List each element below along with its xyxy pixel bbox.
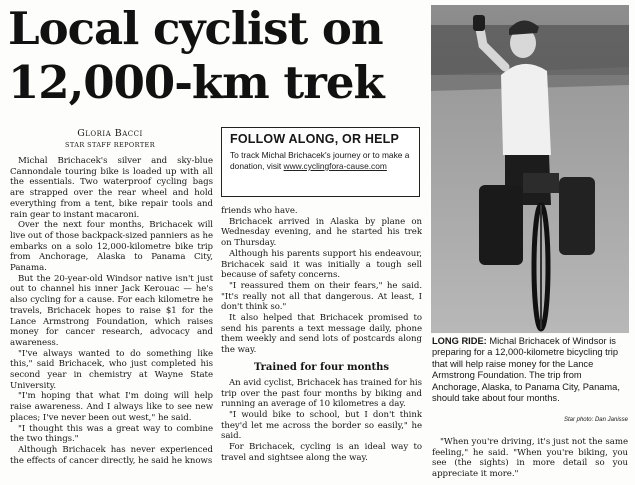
sidebar-body — [230, 150, 411, 172]
paragraph: "I'm hoping that what I'm doing will help raise awareness. And I always like to see new places; I've never been out west," he said. — [10, 391, 213, 423]
photo-credit: Star photo: Dan Janisse — [563, 417, 628, 423]
subhead: Trained for four months — [253, 361, 390, 373]
donation-link[interactable]: www.cyclingfora-cause.com — [283, 161, 387, 171]
photo-caption — [432, 336, 630, 404]
paragraph: Although his parents support his endeavour, Brichacek said it was initially a tough sell because of safety concerns. — [221, 248, 422, 281]
paragraph: Brichacek arrived in Alaska by plane on Wednesday evening, and he started his trek on Thursday. — [221, 216, 422, 249]
paragraph: Although Brichacek has never experienced the effects of cancer directly, he said he knows — [10, 444, 213, 466]
paragraph: It also helped that Brichacek promised to send his parents a text message daily, phone them weekly and send lots of postcards along the way. — [221, 313, 422, 356]
paragraph: Michal Brichacek's silver and sky-blue Cannondale touring bike is loaded up with all the essentials. Two waterproof cycling bags are strapped over the rear wheel and hold everything from a tent, bike repair tools and rain gear to instant macaroni. — [10, 156, 213, 220]
caption-text: Michal Brichacek of Windsor is preparing for a 12,000-kilometre bicycling trip that will help raise money for the Lance Armstrong Foundation. The trip from Anchorage, Alaska, to Panama City, Panama, should take about four months. — [432, 336, 620, 404]
sidebar-text: To track Michal Brichacek's journey or to make a donation, visit — [230, 150, 410, 171]
byline-author: Gloria Bacci — [77, 128, 143, 139]
follow-along-sidebar — [221, 127, 420, 197]
paragraph: Over the next four months, Brichacek will live out of those backpack-sized panniers as he embarks on a solo 12,000-kilometre bike trip from Anchorage, Alaska to Panama City, Panama. — [10, 220, 213, 274]
paragraph: "I thought this was a great way to combine the two things." — [10, 423, 213, 445]
paragraph: For Brichacek, cycling is an ideal way to travel and sightsee along the way. — [221, 442, 422, 463]
byline — [10, 128, 210, 149]
paragraph: An avid cyclist, Brichacek has trained for his trip over the past four months by biking and running an average of 10 kilometres a day. — [221, 377, 422, 410]
article-column-2 — [221, 206, 422, 463]
paragraph: "When you're driving, it's just not the same feeling," he said. "When you're biking, you see (the sights) in more detail so you appreciate it more." — [432, 437, 628, 480]
paragraph: "I would bike to school, but I don't think they'd let me across the border so easily," he said. — [221, 409, 422, 442]
sidebar-title: FOLLOW ALONG, OR HELP — [230, 132, 400, 146]
paragraph: But the 20-year-old Windsor native isn't just out to channel his inner Jack Kerouac — he's also cycling for a cause. For each kilometre he travels, Brichacek hopes to raise $1 for the Lance Armstrong Foundation, which raises money for cancer research, advocacy and awareness. — [10, 273, 213, 348]
paragraph: friends who have. — [221, 206, 298, 216]
caption-label: LONG RIDE: — [432, 336, 487, 346]
cyclist-photo — [431, 5, 629, 333]
article-column-1 — [10, 156, 213, 466]
article-column-3 — [432, 437, 628, 480]
paragraph: "I reassured them on their fears," he said. "It's really not all that dangerous. At least, I don't think so." — [221, 280, 422, 313]
cyclist-photo-image — [431, 5, 629, 333]
byline-role: STAR STAFF REPORTER — [65, 141, 155, 149]
paragraph: "I've always wanted to do something like this," said Brichacek, who just completed his second year in chemistry at Wayne State University. — [10, 348, 213, 391]
headline: Local cyclist on 12,000-km trek — [8, 2, 384, 109]
